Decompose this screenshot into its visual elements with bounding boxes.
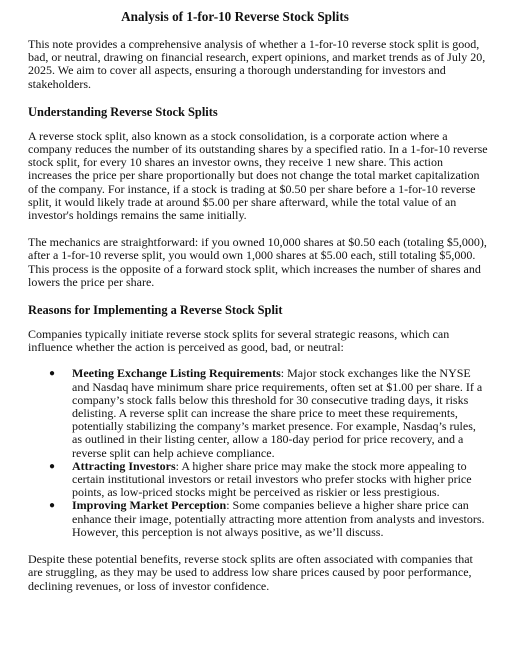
- mechanics-paragraph: The mechanics are straightforward: if you owned 10,000 shares at $0.50 each (totaling $5,000), after a 1-for-10 reverse split, you would own 1,000 shares at $5.00 each, still totaling $5,000. This process is the opposite of a forward stock split, which increases the number of shares and lowers the price per share.: [28, 235, 487, 289]
- list-item: [49, 366, 488, 460]
- closing-paragraph: Despite these potential benefits, reverse stock splits are often associated with companies that are struggling, as they may be used to address low share prices caused by poor performance, declining revenues, or loss of investor confidence.: [28, 552, 473, 593]
- list-item-text: : A higher share price may make the stock more appealing to certain institutional investors or retail investors who prefer stocks with higher price points, as low-priced stocks might be perceived as riskier or less prestigious.: [72, 458, 472, 500]
- list-item-term: Meeting Exchange Listing Requirements: [72, 366, 281, 381]
- list-item-term: Improving Market Perception: [72, 498, 227, 513]
- list-item-text: : Some companies believe a higher share price can enhance their image, potentially attracting more attention from analysts and investors. However, this perception is not always positive, as we’ll discuss.: [72, 498, 485, 539]
- reasons-intro-paragraph: Companies typically initiate reverse stock splits for several strategic reasons, which can influence whether the action is perceived as good, bad, or neutral:: [28, 327, 450, 355]
- definition-paragraph: A reverse stock split, also known as a stock consolidation, is a corporate action where a company reduces the number of its outstanding shares by a specified ratio. In a 1-for-10 reverse stock split, for every 10 shares an investor owns, they receive 1 new share. This action increases the price per share proportionally but does not change the total market capitalization of the company. For instance, if a stock is trading at $0.50 per share before a 1-for-10 reverse split, it would likely trade at around $5.00 per share afterward, while the total value of an investor's holdings remains the same initially.: [28, 128, 488, 223]
- section-heading-reasons: Reasons for Implementing a Reverse Stock Split: [28, 303, 283, 318]
- reasons-list: [28, 367, 488, 539]
- bullet-icon: ●: [49, 368, 56, 380]
- list-item-term: Attracting Investors: [72, 458, 176, 473]
- document-title: Analysis of 1-for-10 Reverse Stock Splits: [121, 9, 349, 24]
- bullet-icon: ●: [49, 500, 56, 512]
- intro-paragraph: This note provides a comprehensive analysis of whether a 1-for-10 reverse stock split is good, bad, or neutral, drawing on financial research, expert opinions, and market trends as of July 20, 2025. We aim to cover all aspects, ensuring a thorough understanding for investors and stakeholders.: [28, 37, 486, 91]
- list-item: [49, 498, 488, 539]
- list-item-text: : Major stock exchanges like the NYSE and Nasdaq have minimum share price requirements, often set at $1.00 per share. If a company’s stock falls below this threshold for 30 consecutive trading days, it risks delisting. A reverse split can increase the share price to meet these requirements, potentially stabilizing the company’s market presence. For example, Nasdaq’s rules, as outlined in their listing center, allow a 180-day period for price recovery, and a reverse split can help achieve compliance.: [72, 366, 483, 460]
- section-heading-understanding: Understanding Reverse Stock Splits: [28, 104, 218, 119]
- list-item: [49, 458, 488, 500]
- bullet-icon: ●: [49, 460, 56, 472]
